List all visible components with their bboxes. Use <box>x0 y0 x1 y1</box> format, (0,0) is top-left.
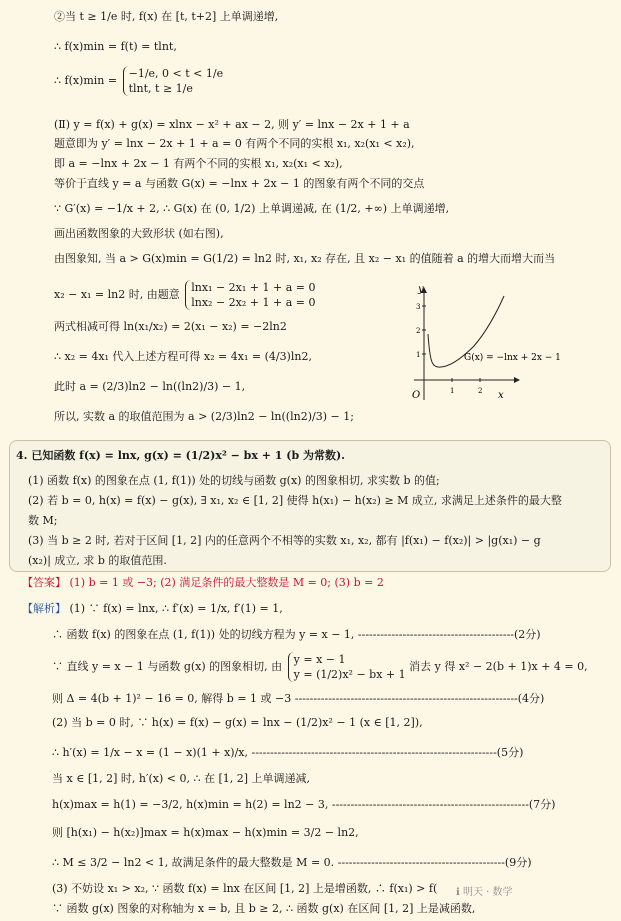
curve-label: G(x) = −lnx + 2x − 1 <box>464 353 561 363</box>
analysis-a9: 则 [h(x₁) − h(x₂)]max = h(x)max − h(x)min = 3/2 − ln2, <box>52 826 359 839</box>
analysis-a4: 则 Δ = 4(b + 1)² − 16 = 0, 解得 b = 1 或 −3 ------------------------------------------------------------(4分) <box>52 692 545 705</box>
problem-part1: (1) 函数 f(x) 的图象在点 (1, f(1)) 处的切线与函数 g(x) 的图象相切, 求实数 b 的值; <box>28 474 440 487</box>
system-prefix: x₂ − x₁ = ln2 时, 由题意 <box>54 288 180 301</box>
line-substitute: ∴ x₂ = 4x₁ 代入上述方程可得 x₂ = 4x₁ = (4/3)ln2, <box>54 350 312 363</box>
line-equivalent: 等价于直线 y = a 与函数 G(x) = −lnx + 2x − 1 的图象有两个不同的交点 <box>54 177 425 190</box>
function-graph <box>404 282 604 407</box>
analysis-a6: ∴ h′(x) = 1/x − x = (1 − x)(1 + x)/x, ------------------------------------------------------------------(5分) <box>52 746 524 759</box>
line-a-value: 此时 a = (2/3)ln2 − ln((ln2)/3) − 1, <box>54 380 246 393</box>
analysis-a8: h(x)max = h(1) = −3/2, h(x)min = h(2) = ln2 − 3, -----------------------------------------------------(7分) <box>52 798 556 811</box>
watermark: ℹ 明天 · 数学 <box>456 887 513 898</box>
analysis-a3-suffix: 消去 y 得 x² − 2(b + 1)x + 4 = 0, <box>409 660 588 673</box>
x-tick-label-2: 2 <box>478 387 483 395</box>
analysis-a3 <box>52 652 588 682</box>
analysis-tag: 【解析】 <box>22 602 66 615</box>
line-part2-derivative: (Ⅱ) y = f(x) + g(x) = xlnx − x² + ax − 2, 则 y′ = lnx − 2x + 1 + a <box>54 118 410 131</box>
analysis-a1: (1) ∵ f(x) = lnx, ∴ f′(x) = 1/x, f′(1) = 1, <box>69 602 283 615</box>
system-eq-b: lnx₂ − 2x₂ + 1 + a = 0 <box>191 296 316 309</box>
line-fmin-t: ∴ f(x)min = f(t) = tlnt, <box>54 40 177 53</box>
x-axis-label: x <box>498 390 504 401</box>
answer-tag: 【答案】 <box>22 576 66 589</box>
answer-line <box>22 576 384 590</box>
analysis-first-line <box>22 602 283 616</box>
analysis-a11: (3) 不妨设 x₁ > x₂, ∵ 函数 f(x) = lnx 在区间 [1, 2] 上是增函数, ∴ f(x₁) > f( <box>52 882 438 895</box>
line-fmin-piecewise <box>54 66 223 96</box>
line-draw-graph: 画出函数图象的大致形状 (如右图), <box>54 227 224 240</box>
analysis-a3-eq-a: y = x − 1 <box>293 653 346 666</box>
analysis-a3-prefix: ∵ 直线 y = x − 1 与函数 g(x) 的图象相切, 由 <box>52 660 283 673</box>
system-eq-a: lnx₁ − 2x₁ + 1 + a = 0 <box>191 281 316 294</box>
y-tick-label-1: 1 <box>416 351 421 359</box>
line-gprime: ∵ G′(x) = −1/x + 2, ∴ G(x) 在 (0, 1/2) 上单调递减, 在 (1/2, +∞) 上单调递增, <box>54 202 450 215</box>
line-system <box>54 280 315 310</box>
problem-part2b: 数 M; <box>28 514 58 527</box>
analysis-a7: 当 x ∈ [1, 2] 时, h′(x) < 0, ∴ 在 [1, 2] 上单调递减, <box>52 772 311 785</box>
piecewise-case-a: −1/e, 0 < t < 1/e <box>128 67 224 80</box>
answer-text: (1) b = 1 或 −3; (2) 满足条件的最大整数是 M = 0; (3) b = 2 <box>69 576 384 589</box>
origin-label: O <box>412 390 421 401</box>
line-a-range: 所以, 实数 a 的取值范围为 a > (2/3)ln2 − ln((ln2)/3) − 1; <box>54 410 354 423</box>
analysis-a5: (2) 当 b = 0 时, ∵ h(x) = f(x) − g(x) = lnx − (1/2)x² − 1 (x ∈ [1, 2]), <box>52 716 423 729</box>
piecewise-brace <box>123 66 223 96</box>
analysis-a3-eq-b: y = (1/2)x² − bx + 1 <box>293 668 406 681</box>
line-a-equation: 即 a = −lnx + 2x − 1 有两个不同的实根 x₁, x₂(x₁ < x₂), <box>54 157 343 170</box>
problem-statement: 4. 已知函数 f(x) = lnx, g(x) = (1/2)x² − bx + 1 (b 为常数). <box>16 449 346 462</box>
y-tick-label-3: 3 <box>416 303 421 311</box>
problem-part3b: (x₂)| 成立, 求 b 的取值范围. <box>28 554 167 567</box>
system-brace <box>185 280 315 310</box>
problem-part3a: (3) 当 b ≥ 2 时, 若对于区间 [1, 2] 内的任意两个不相等的实数 x₁, x₂, 都有 |f(x₁) − f(x₂)| > |g(x₁) − g <box>28 534 541 547</box>
analysis-a3-brace <box>288 652 406 682</box>
analysis-a10: ∴ M ≤ 3/2 − ln2 < 1, 故满足条件的最大整数是 M = 0. ---------------------------------------------(9分) <box>52 856 532 869</box>
analysis-a12: ∵ 函数 g(x) 图象的对称轴为 x = b, 且 b ≥ 2, ∴ 函数 g(x) 在区间 [1, 2] 上是减函数, <box>52 902 476 915</box>
line-from-graph: 由图象知, 当 a > G(x)min = G(1/2) = ln2 时, x₁, x₂ 存在, 且 x₂ − x₁ 的值随着 a 的增大而增大而当 <box>54 252 556 265</box>
analysis-a2: ∴ 函数 f(x) 的图象在点 (1, f(1)) 处的切线方程为 y = x − 1, ------------------------------------------(2分) <box>52 628 541 641</box>
y-tick-label-2: 2 <box>416 327 421 335</box>
line-meaning: 题意即为 y′ = lnx − 2x + 1 + a = 0 有两个不同的实根 x₁, x₂(x₁ < x₂), <box>54 137 415 150</box>
problem-part2a: (2) 若 b = 0, h(x) = f(x) − g(x), ∃ x₁, x₂ ∈ [1, 2] 使得 h(x₁) − h(x₂) ≥ M 成立, 求满足上述条件的最大整 <box>28 494 562 507</box>
x-tick-label-1: 1 <box>450 387 455 395</box>
piecewise-case-b: tlnt, t ≥ 1/e <box>128 82 193 95</box>
line-subtract: 两式相减可得 ln(x₁/x₂) = 2(x₁ − x₂) = −2ln2 <box>54 320 287 333</box>
y-axis-label: y <box>418 284 424 295</box>
piecewise-prefix: ∴ f(x)min = <box>54 74 118 87</box>
line-case2: ②当 t ≥ 1/e 时, f(x) 在 [t, t+2] 上单调递增, <box>54 10 279 23</box>
